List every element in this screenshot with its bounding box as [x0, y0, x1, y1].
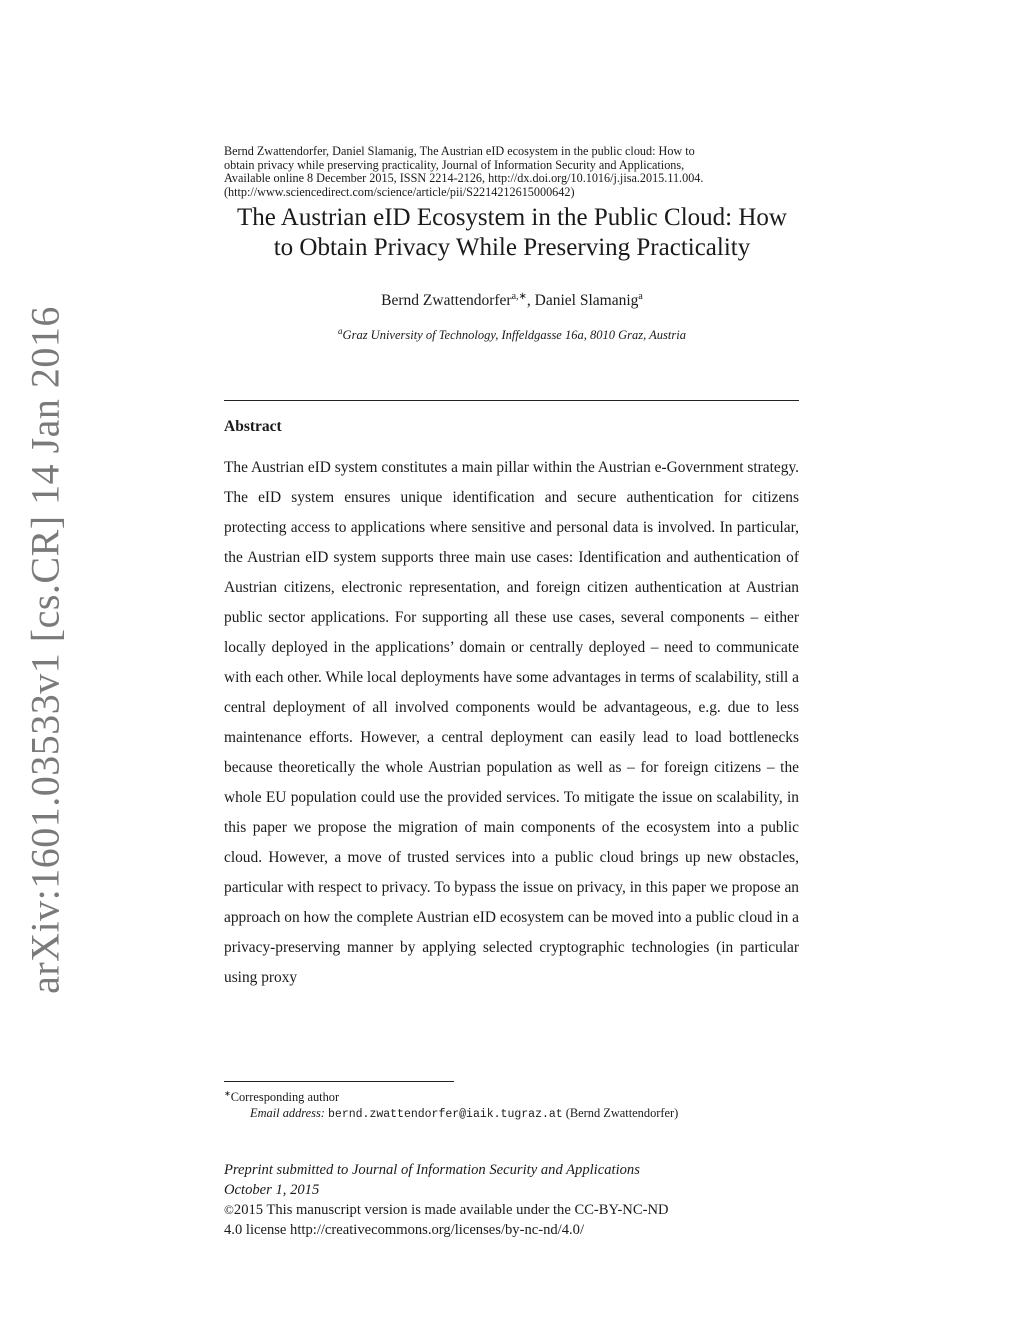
email-address[interactable]: bernd.zwattendorfer@iaik.tugraz.at — [328, 1108, 563, 1122]
submission-info — [224, 1160, 804, 1240]
title-line-2: to Obtain Privacy While Preserving Practicality — [273, 234, 751, 261]
affiliation — [214, 326, 810, 343]
author-separator: , — [526, 292, 535, 310]
arxiv-identifier-stamp: arXiv:1601.03533v1 [cs.CR] 14 Jan 2016 — [22, 306, 68, 994]
footnote-rule — [224, 1081, 454, 1082]
author-affiliation-marker: a,∗ — [511, 291, 527, 302]
affiliation-marker: a — [338, 326, 343, 336]
author-name: Bernd Zwattendorfer — [381, 292, 512, 310]
license-line-1 — [224, 1200, 804, 1220]
citation-block — [224, 145, 804, 199]
citation-line: Bernd Zwattendorfer, Daniel Slamanig, The Austrian eID ecosystem in the public cloud: How to — [224, 144, 695, 158]
affiliation-text: Graz University of Technology, Inffeldgasse 16a, 8010 Graz, Austria — [342, 328, 686, 343]
abstract-top-rule — [224, 400, 799, 401]
citation-line: (http://www.sciencedirect.com/science/article/pii/S2214212615000642) — [224, 184, 575, 199]
author-list — [214, 291, 810, 310]
corresponding-author-note — [224, 1086, 804, 1105]
footnote — [224, 1086, 804, 1123]
paper-title — [214, 203, 810, 263]
license-line-2: 4.0 license http://creativecommons.org/licenses/by-nc-nd/4.0/ — [224, 1222, 585, 1238]
license-text-1: 2015 This manuscript version is made available under the CC-BY-NC-ND — [233, 1202, 669, 1218]
abstract-body: The Austrian eID system constitutes a main pillar within the Austrian e-Government strategy. The eID system ensures unique identification and secure authentication for citizens protecting access to applications where sensitive and personal data is involved. In particular, the Austrian eID system supports three main use cases: Identification and authentication of Austrian citizens, electronic representation, and foreign citizen authentication at Austrian public sector applications. For supporting all these use cases, several components – either locally deployed in the applications’ domain or centrally deployed – need to communicate with each other. While local deployments have some advantages in terms of scalability, still a central deployment of all involved components would be advantageous, e.g. due to less maintenance efforts. However, a central deployment can easily lead to load bottlenecks because theoretically the whole Austrian population as well as – for foreign citizens – the whole EU population could use the provided services. To mitigate the issue on scalability, in this paper we propose the migration of main components of the ecosystem into a public cloud. However, a move of trusted services into a public cloud brings up new obstacles, particular with respect to privacy. To bypass the issue on privacy, in this paper we propose an approach on how the complete Austrian eID ecosystem can be moved into a public cloud in a privacy-preserving manner by applying selected cryptographic technologies (in particular using proxy — [224, 459, 799, 986]
copyright-icon: © — [224, 1202, 234, 1217]
email-line — [224, 1105, 804, 1123]
footnote-label: Corresponding author — [230, 1090, 340, 1105]
email-owner: (Bernd Zwattendorfer) — [565, 1106, 679, 1121]
footnote-marker: ∗ — [224, 1089, 231, 1098]
author-name: Daniel Slamanig — [534, 292, 639, 310]
citation-line: Available online 8 December 2015, ISSN 2214-2126, http://dx.doi.org/10.1016/j.jisa.2015.11.004. — [224, 171, 704, 186]
author-affiliation-marker: a — [638, 291, 643, 302]
submission-journal: Preprint submitted to Journal of Information Security and Applications — [224, 1162, 640, 1178]
email-label: Email address: — [250, 1106, 325, 1121]
abstract-heading: Abstract — [224, 418, 282, 435]
citation-line: obtain privacy while preserving practicality, Journal of Information Security and Applications, — [224, 157, 685, 172]
title-line-1: The Austrian eID Ecosystem in the Public Cloud: How — [237, 204, 787, 231]
submission-date: October 1, 2015 — [224, 1182, 320, 1198]
